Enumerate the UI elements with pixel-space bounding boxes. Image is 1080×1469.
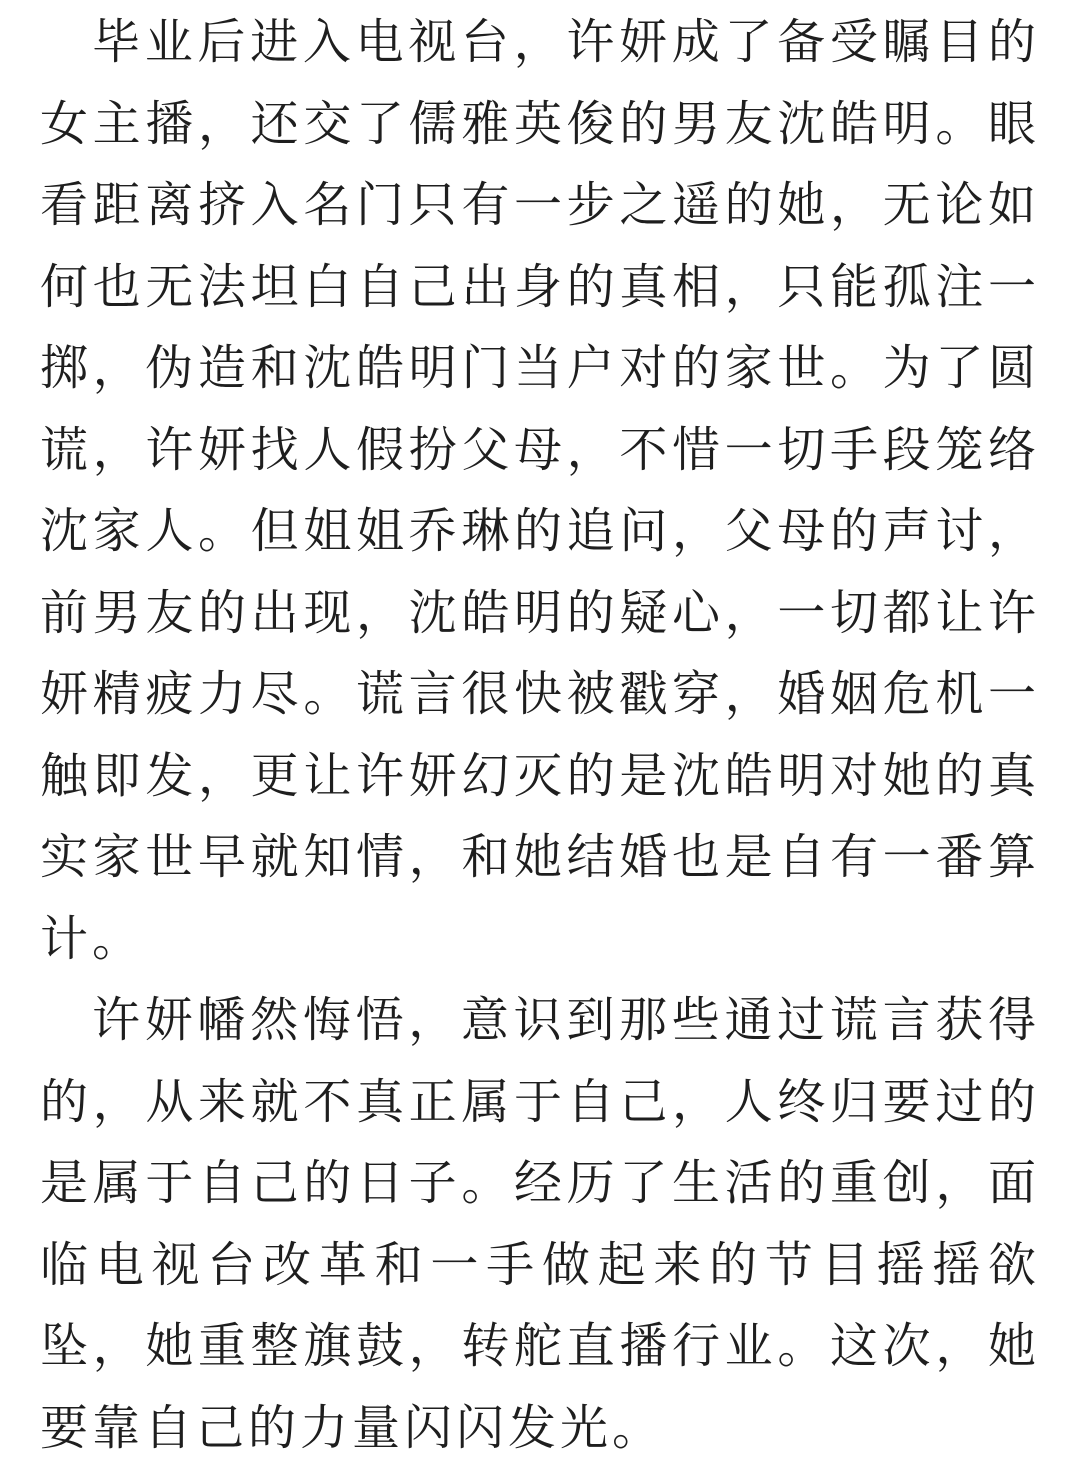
paragraph-2: 许妍幡然悔悟，意识到那些通过谎言获得的，从来就不真正属于自己，人终归要过的是属于自己的日子。经历了生活的重创，面临电视台改革和一手做起来的节目摇摇欲坠，她重整旗鼓，转舵直播行业。这次，她要靠自己的力量闪闪发光。	[40, 992, 1040, 1456]
paragraph-1: 毕业后进入电视台，许妍成了备受瞩目的女主播，还交了儒雅英俊的男友沈皓明。眼看距离挤入名门只有一步之遥的她，无论如何也无法坦白自己出身的真相，只能孤注一掷，伪造和沈皓明门当户对的家世。为了圆谎，许妍找人假扮父母，不惜一切手段笼络沈家人。但姐姐乔琳的追问，父母的声讨，前男友的出现，沈皓明的疑心，一切都让许妍精疲力尽。谎言很快被戳穿，婚姻危机一触即发，更让许妍幻灭的是沈皓明对她的真实家世早就知情，和她结婚也是自有一番算计。	[40, 14, 1040, 967]
article-body	[40, 2, 1040, 1469]
